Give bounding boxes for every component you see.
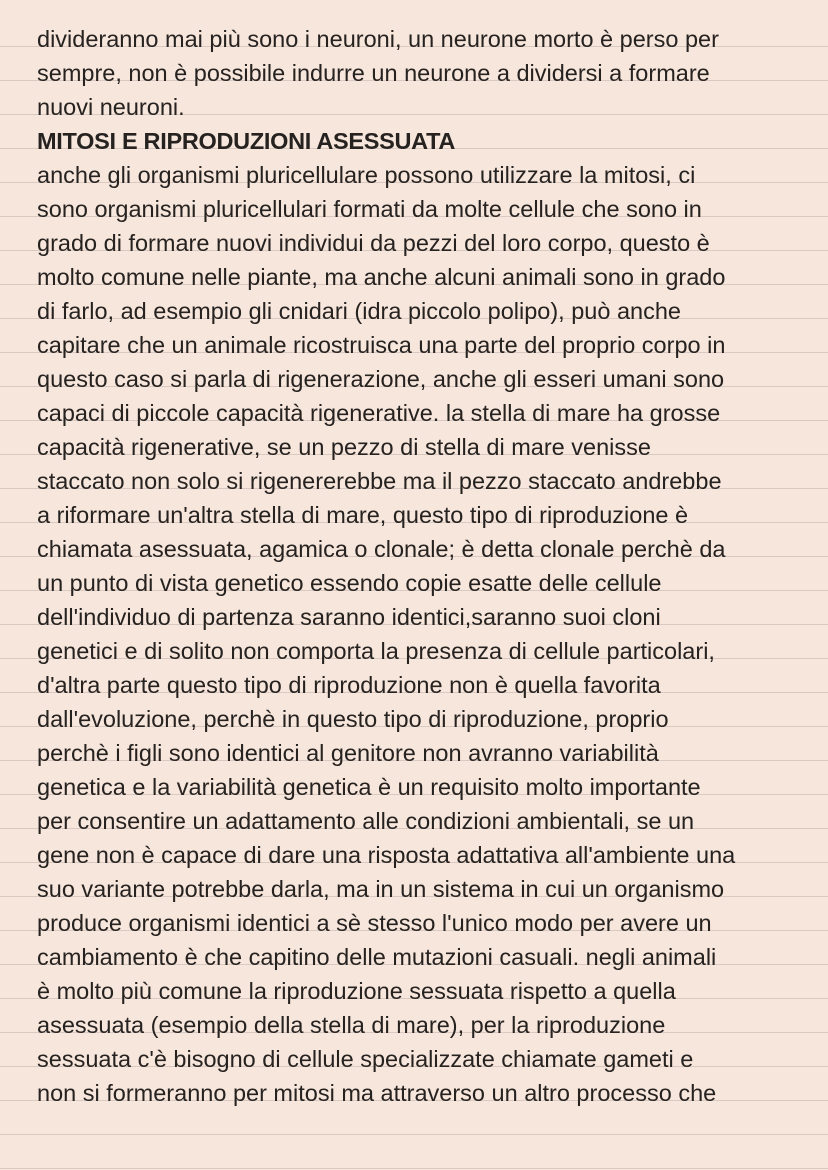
text-line: un punto di vista genetico essendo copie esatte delle cellule [37, 570, 662, 596]
text-line: divideranno mai più sono i neuroni, un neurone morto è perso per [37, 26, 719, 52]
text-line: questo caso si parla di rigenerazione, anche gli esseri umani sono [37, 366, 725, 392]
text-line: nuovi neuroni. [37, 94, 185, 120]
text-line: sono organismi pluricellulari formati da molte cellule che sono in [37, 196, 702, 222]
text-line: per consentire un adattamento alle condizioni ambientali, se un [37, 808, 695, 834]
text-line: grado di formare nuovi individui da pezzi del loro corpo, questo è [37, 230, 710, 256]
text-line: dell'individuo di partenza saranno identici,saranno suoi cloni [37, 604, 661, 630]
text-line: è molto più comune la riproduzione sessuata rispetto a quella [37, 978, 676, 1004]
text-line: capitare che un animale ricostruisca una parte del proprio corpo in [37, 332, 726, 358]
text-line: di farlo, ad esempio gli cnidari (idra piccolo polipo), può anche [37, 298, 682, 324]
text-line: gene non è capace di dare una risposta adattativa all'ambiente una [37, 842, 736, 868]
text-line: capaci di piccole capacità rigenerative. la stella di mare ha grosse [37, 400, 721, 426]
text-line: perchè i figli sono identici al genitore non avranno variabilità [37, 740, 659, 766]
text-line: sessuata c'è bisogno di cellule specializzate chiamate gameti e [37, 1046, 694, 1072]
text-line: sempre, non è possibile indurre un neurone a dividersi a formare [37, 60, 710, 86]
text-line: d'altra parte questo tipo di riproduzione non è quella favorita [37, 672, 661, 698]
text-line: staccato non solo si rigenererebbe ma il pezzo staccato andrebbe [37, 468, 722, 494]
text-line: cambiamento è che capitino delle mutazioni casuali. negli animali [37, 944, 717, 970]
text-line: non si formeranno per mitosi ma attraverso un altro processo che [37, 1080, 717, 1106]
text-line: suo variante potrebbe darla, ma in un sistema in cui un organismo [37, 876, 725, 902]
text-line: genetica e la variabilità genetica è un requisito molto importante [37, 774, 701, 800]
text-line: chiamata asessuata, agamica o clonale; è detta clonale perchè da [37, 536, 726, 562]
text-line: molto comune nelle piante, ma anche alcuni animali sono in grado [37, 264, 726, 290]
notes-page [37, 22, 797, 1110]
text-line: asessuata (esempio della stella di mare), per la riproduzione [37, 1012, 666, 1038]
text-line: a riformare un'altra stella di mare, questo tipo di riproduzione è [37, 502, 689, 528]
text-line: dall'evoluzione, perchè in questo tipo di riproduzione, proprio [37, 706, 669, 732]
text-line: anche gli organismi pluricellulare possono utilizzare la mitosi, ci [37, 162, 696, 188]
text-line: genetici e di solito non comporta la presenza di cellule particolari, [37, 638, 715, 664]
text-line: produce organismi identici a sè stesso l'unico modo per avere un [37, 910, 712, 936]
text-line: capacità rigenerative, se un pezzo di stella di mare venisse [37, 434, 651, 460]
section-heading: MITOSI E RIPRODUZIONI ASESSUATA [37, 128, 456, 154]
